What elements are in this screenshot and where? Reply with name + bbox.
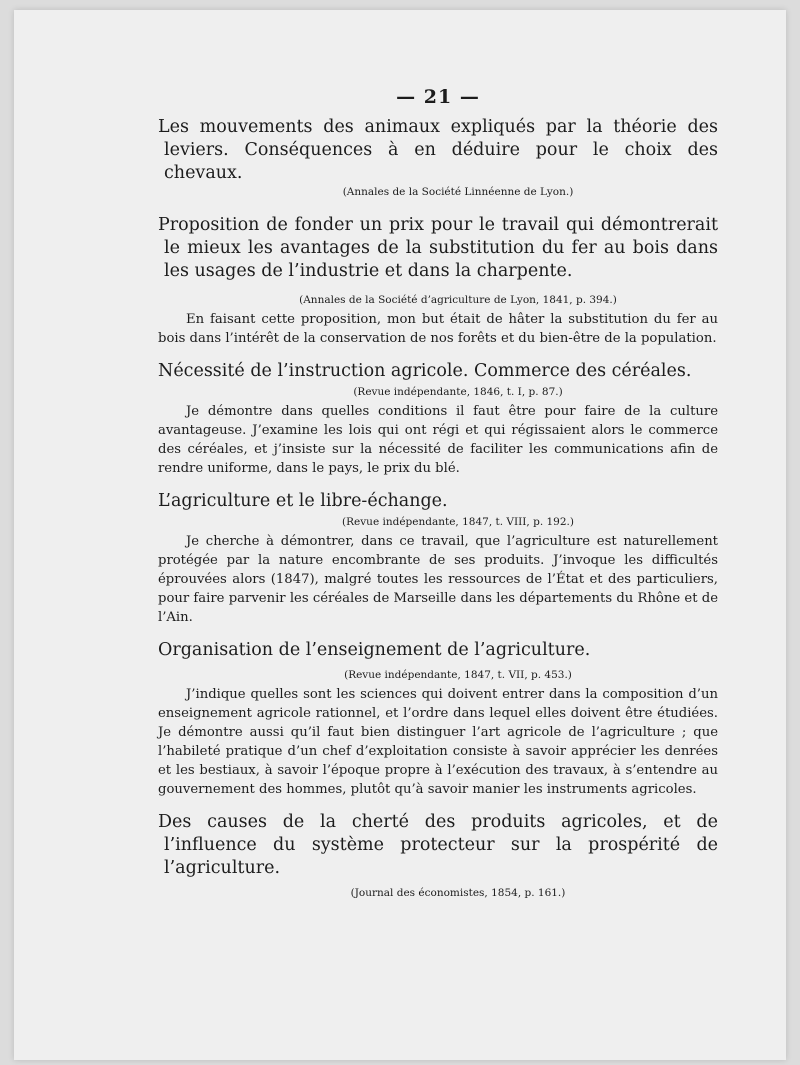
entry-title: Nécessité de l’instruction agricole. Commerce des céréales. (158, 361, 692, 381)
entry-source: (Annales de la Société Linnéenne de Lyon.) (342, 186, 574, 198)
entry-source: (Journal des économistes, 1854, p. 161.) (350, 887, 566, 899)
page-number: — 21 — (396, 86, 480, 108)
entry-body: Je démontre dans quelles conditions il faut être pour faire de la culture avantageuse. J’examine les lois qui ont régi et qui régissaient alors le commerce des céréales, et j’insiste sur la nécessité de faciliter les communications afin de rendre uniforme, dans le pays, le prix du blé. (158, 404, 718, 476)
document-page (14, 10, 786, 1060)
entry-source: (Revue indépendante, 1847, t. VII, p. 453.) (344, 669, 572, 681)
entry-source: (Annales de la Société d’agriculture de Lyon, 1841, p. 394.) (299, 294, 617, 306)
page-content (158, 86, 718, 903)
entry-source: (Revue indépendante, 1846, t. I, p. 87.) (353, 386, 563, 398)
entry-source: (Revue indépendante, 1847, t. VIII, p. 192.) (342, 516, 574, 528)
bibliography-entry (158, 639, 718, 799)
entry-title: Les mouvements des animaux expliqués par la théorie des leviers. Conséquences à en déduire pour le choix des chevaux. (158, 117, 718, 183)
entry-title: Organisation de l’enseignement de l’agriculture. (158, 640, 591, 660)
entry-title: Proposition de fonder un prix pour le travail qui démontrerait le mieux les avantages de la substitution du fer au bois dans les usages de l’industrie et dans la charpente. (158, 215, 718, 281)
bibliography-entry (158, 360, 718, 478)
bibliography-entry (158, 116, 718, 200)
entry-title: Des causes de la cherté des produits agricoles, et de l’influence du système protecteur sur la prospérité de l’agriculture. (158, 812, 718, 878)
entry-body: En faisant cette proposition, mon but était de hâter la substitution du fer au bois dans l’intérêt de la conservation de nos forêts et du bien-être de la population. (158, 312, 718, 346)
entry-body: Je cherche à démontrer, dans ce travail, que l’agriculture est naturellement protégée par la nature encombrante de ses produits. J’invoque les difficultés éprouvées alors (1847), malgré toutes les ressources de l’État et des particuliers, pour faire parvenir les céréales de Marseille dans les départements du Rhône et de l’Ain. (158, 534, 718, 625)
bibliography-entry (158, 811, 718, 901)
bibliography-entry (158, 490, 718, 627)
entry-title: L’agriculture et le libre-échange. (158, 491, 448, 511)
entry-body: J’indique quelles sont les sciences qui doivent entrer dans la composition d’un enseignement agricole rationnel, et l’ordre dans lequel elles doivent être étudiées. Je démontre aussi qu’il faut bien distinguer l’art agricole de l’agriculture ; que l’habileté pratique d’un chef d’exploitation consiste à savoir apprécier les denrées et les bestiaux, à savoir l’époque propre à l’exécution des travaux, à s’entendre au gouvernement des hommes, plutôt qu’à savoir manier les instruments agricoles. (158, 687, 718, 797)
bibliography-entry (158, 214, 718, 348)
